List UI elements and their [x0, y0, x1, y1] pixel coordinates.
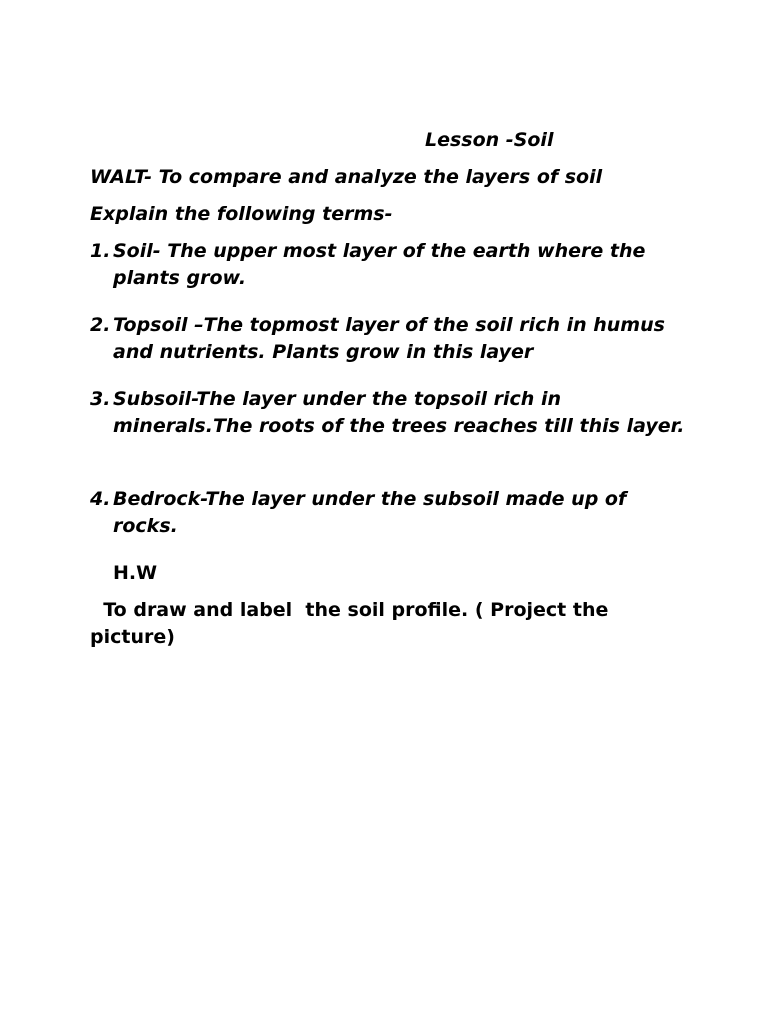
term-number: 1. — [90, 240, 111, 262]
term-number: 2. — [90, 314, 111, 336]
instruction-text: Explain the following terms- — [90, 203, 393, 225]
homework-task: To draw and label the soil profile. ( Project the picture) — [90, 599, 616, 648]
term-item-topsoil — [90, 312, 690, 365]
term-item-subsoil — [90, 386, 690, 439]
term-item-soil — [90, 238, 690, 291]
term-number: 4. — [90, 488, 111, 510]
term-definition: Bedrock-The layer under the subsoil made up of rocks. — [113, 488, 627, 537]
term-item-bedrock — [90, 486, 690, 539]
term-definition: Subsoil-The layer under the topsoil rich in minerals.The roots of the trees reaches till this layer. — [113, 388, 685, 437]
walt-objective: WALT- To compare and analyze the layers of soil — [90, 166, 603, 188]
homework-heading: H.W — [113, 562, 158, 584]
term-definition: Topsoil –The topmost layer of the soil rich in humus and nutrients. Plants grow in this layer — [113, 314, 665, 363]
term-definition: Soil- The upper most layer of the earth where the plants grow. — [113, 240, 646, 289]
lesson-title: Lesson -Soil — [425, 129, 554, 151]
term-number: 3. — [90, 388, 111, 410]
